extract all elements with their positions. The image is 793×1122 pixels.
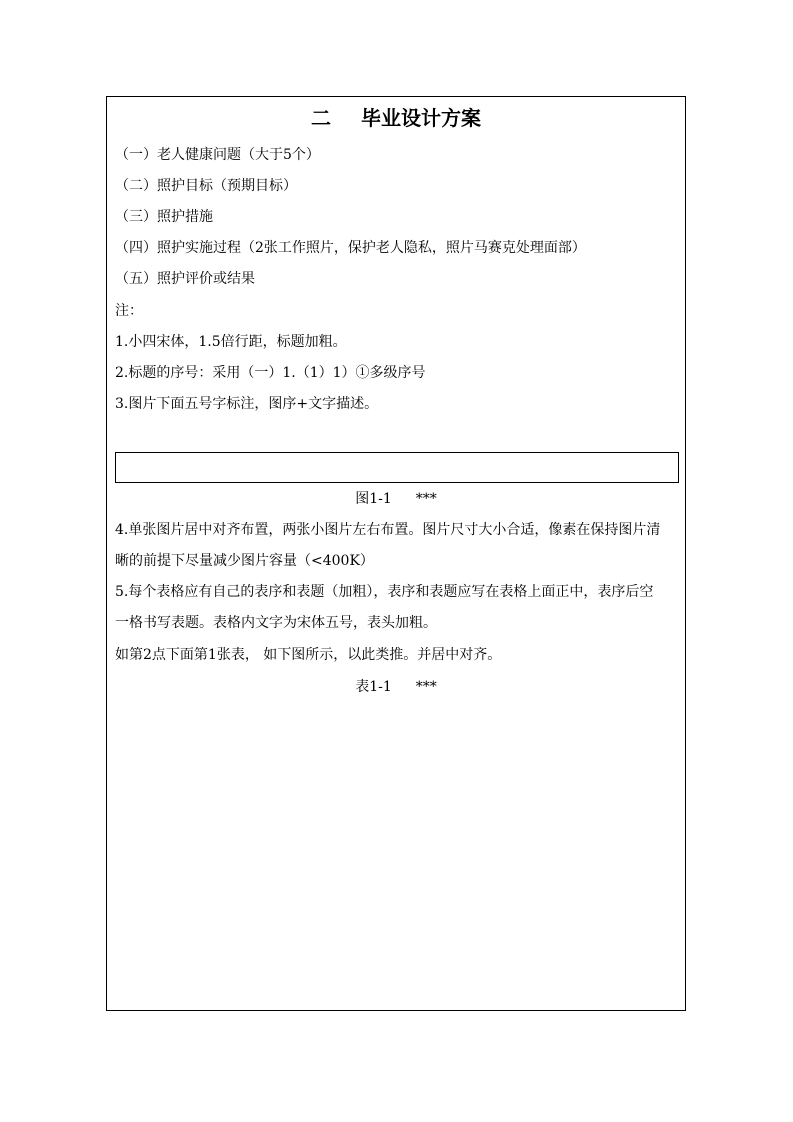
- table-caption-text: ***: [415, 679, 437, 695]
- note-5-line-2: 一格书写表题。表格内文字为宋体五号，表头加粗。: [115, 615, 437, 631]
- item-care-goals: （二）照护目标（预期目标）: [115, 178, 297, 194]
- figure-placeholder: [115, 452, 679, 483]
- item-care-evaluation: （五）照护评价或结果: [115, 271, 255, 287]
- figure-caption-text: ***: [415, 491, 437, 507]
- item-health-problems: （一）老人健康问题（大于5个）: [115, 147, 320, 163]
- note-5-line-1: 5.每个表格应有自己的表序和表题（加粗），表序和表题应写在表格上面正中，表序后空: [115, 584, 654, 600]
- figure-caption-label: 图1-1: [355, 491, 392, 507]
- note-4-line-1: 4.单张图片居中对齐布置，两张小图片左右布置。图片尺寸大小合适，像素在保持图片清: [115, 522, 661, 538]
- table-caption: [107, 677, 685, 697]
- item-care-measures: （三）照护措施: [115, 209, 213, 225]
- notes-heading: 注：: [115, 303, 143, 319]
- section-number: 二: [311, 106, 331, 130]
- note-3: 3.图片下面五号字标注，图序+文字描述。: [115, 396, 379, 412]
- note-4-line-2: 晰的前提下尽量减少图片容量（<400K）: [115, 553, 374, 569]
- item-care-process: （四）照护实施过程（2张工作照片，保护老人隐私，照片马赛克处理面部）: [115, 240, 586, 256]
- note-2: 2.标题的序号：采用（一）1.（1）1）①多级序号: [115, 365, 426, 381]
- section-title-text: 毕业设计方案: [361, 106, 481, 130]
- design-plan-frame: [106, 96, 686, 1011]
- note-example: 如第2点下面第1张表， 如下图所示，以此类推。并居中对齐。: [115, 647, 502, 663]
- figure-caption: [107, 489, 685, 509]
- table-caption-label: 表1-1: [355, 679, 392, 695]
- section-title: [107, 103, 685, 133]
- note-1: 1.小四宋体，1.5倍行距，标题加粗。: [115, 334, 347, 350]
